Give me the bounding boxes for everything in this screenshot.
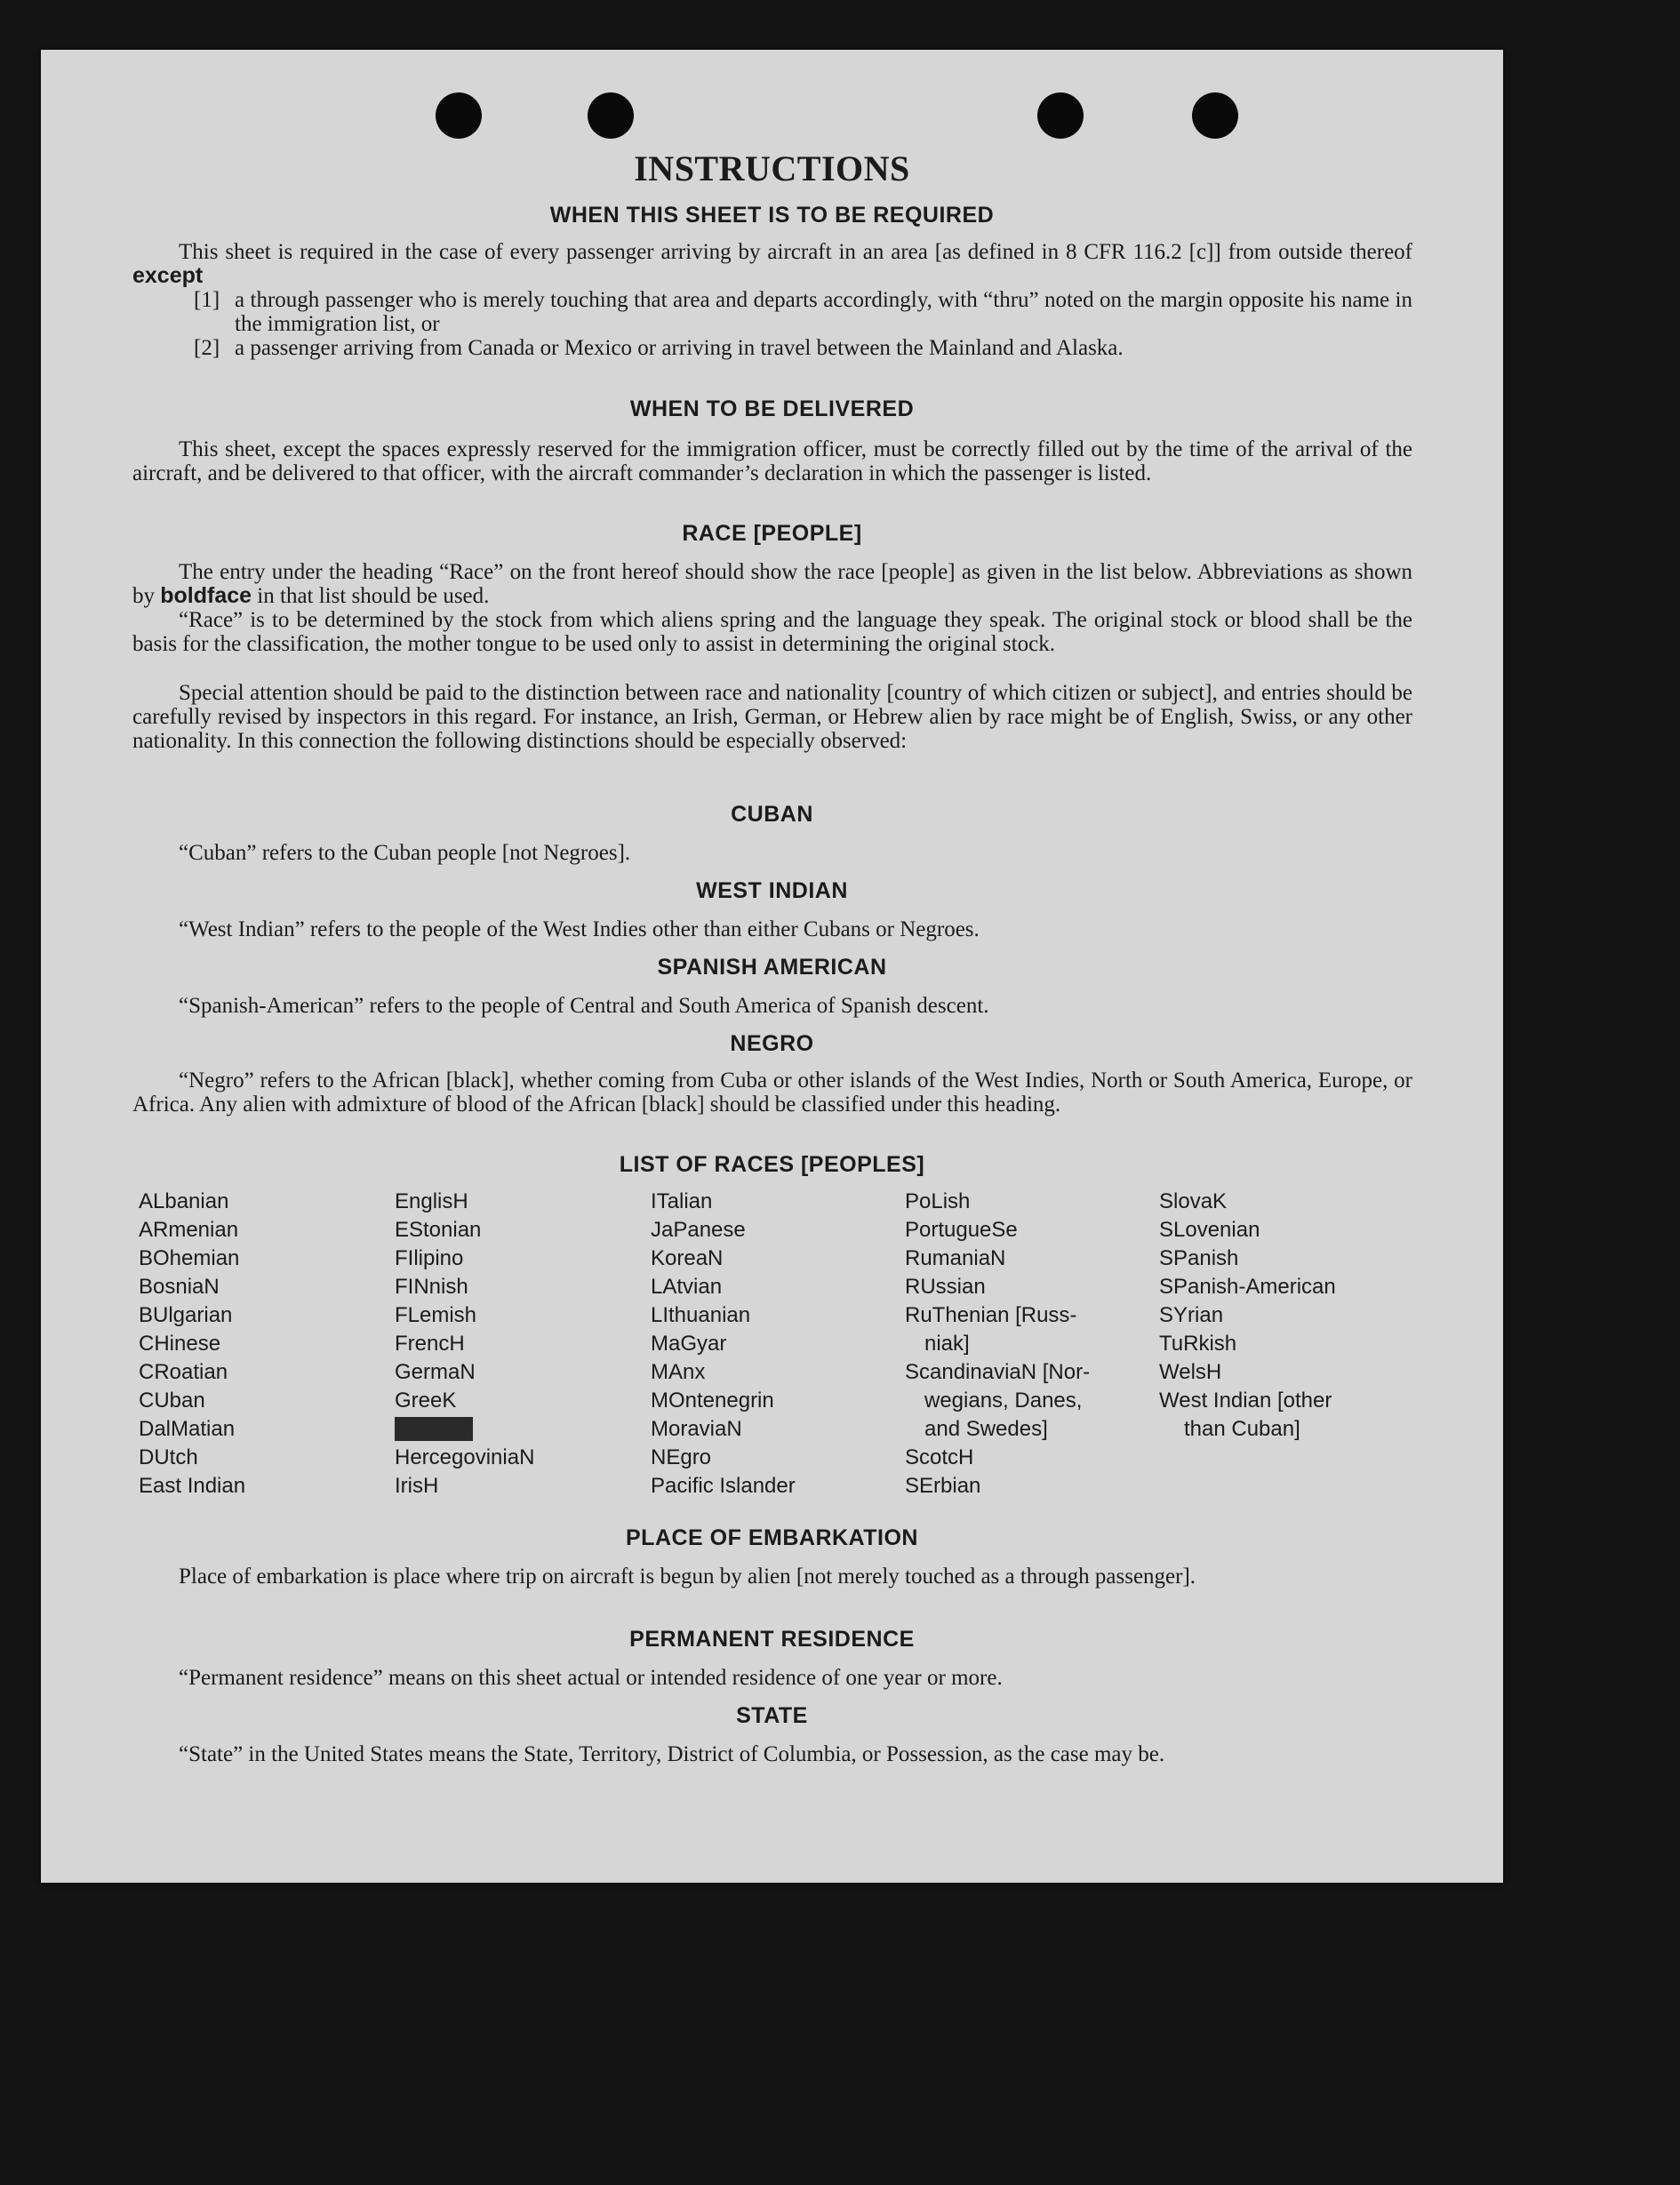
race-entry: MoraviaN <box>651 1417 742 1441</box>
heading-spanish-american: SPANISH AMERICAN <box>657 955 887 980</box>
heading-race: RACE [PEOPLE] <box>682 521 862 546</box>
race-entry: JaPanese <box>651 1218 746 1242</box>
race-entry: TuRkish <box>1159 1332 1237 1356</box>
race-paragraph-1: The entry under the heading “Race” on the front hereof should show the race [people] as given in the list below. Abbreviations as shown by boldface in that list should be used. <box>132 560 1412 608</box>
race-entry: NEgro <box>651 1445 712 1469</box>
race-entry: FIlipino <box>395 1246 464 1270</box>
race-entry: SYrian <box>1159 1303 1224 1327</box>
race-entry: RUssian <box>905 1275 986 1299</box>
punch-hole <box>436 92 482 139</box>
heading-negro: NEGRO <box>730 1031 814 1056</box>
race-entry-continued: wegians, Danes, <box>924 1389 1083 1413</box>
punch-hole <box>1037 92 1084 139</box>
race-column-5 <box>1159 1188 1417 1444</box>
race-entry: ALbanian <box>139 1189 229 1213</box>
race-paragraph-2: “Race” is to be determined by the stock from which aliens spring and the language they speak. The original stock or blood shall be the basis for the classification, the mother tongue to be used only to assist in determining the original stock. <box>132 608 1412 656</box>
race-column-3 <box>651 1188 908 1501</box>
race-entry: MaGyar <box>651 1332 727 1356</box>
race-entry: ScandinaviaN [Nor- <box>905 1360 1091 1384</box>
race-entry: PoLish <box>905 1189 971 1213</box>
race-entry: FINnish <box>395 1275 468 1299</box>
race-entry: ScotcH <box>905 1445 974 1469</box>
race-entry: East Indian <box>139 1474 246 1498</box>
race-entry: SErbian <box>905 1474 981 1498</box>
race-entry: Pacific Islander <box>651 1474 796 1498</box>
race-entry: PortugueSe <box>905 1218 1018 1242</box>
race-entry: CUban <box>139 1389 205 1413</box>
heading-cuban: CUBAN <box>731 802 813 827</box>
heading-when-required: WHEN THIS SHEET IS TO BE REQUIRED <box>549 203 995 228</box>
race-entry: FLemish <box>395 1303 477 1327</box>
race-column-2 <box>395 1188 652 1501</box>
heading-list-of-races: LIST OF RACES [PEOPLES] <box>619 1152 925 1177</box>
race-entry: WelsH <box>1159 1360 1222 1384</box>
race-entry: West Indian [other <box>1159 1389 1332 1413</box>
race-entry: RumaniaN <box>905 1246 1006 1270</box>
west-indian-text: “West Indian” refers to the people of the West Indies other than either Cubans or Negroes. <box>179 917 980 941</box>
race-entry-continued: and Swedes] <box>924 1417 1048 1441</box>
race-entry: DUtch <box>139 1445 198 1469</box>
race-entry: RuThenian [Russ- <box>905 1303 1077 1327</box>
embarkation-text: Place of embarkation is place where trip on aircraft is begun by alien [not merely touched as a through passenger]. <box>179 1565 1196 1589</box>
race-list <box>139 1188 1419 1508</box>
race-entry: CRoatian <box>139 1360 228 1384</box>
heading-state: STATE <box>736 1703 808 1728</box>
when-required-intro: This sheet is required in the case of every passenger arriving by aircraft in an area [as defined in 8 CFR 116.2 [c]] from outside thereof except <box>132 240 1412 288</box>
race-entry: GermaN <box>395 1360 476 1384</box>
race-entry: EStonian <box>395 1218 482 1242</box>
race-entry: SlovaK <box>1159 1189 1228 1213</box>
page-title: INSTRUCTIONS <box>634 148 910 188</box>
race-entry-redacted: HebreW <box>395 1417 474 1441</box>
race-entry: ITalian <box>651 1189 713 1213</box>
cuban-text: “Cuban” refers to the Cuban people [not Negroes]. <box>179 841 631 865</box>
exception-item-1: [1] a through passenger who is merely touching that area and departs accordingly, with “thru” noted on the margin opposite his name in the immigration list, or <box>194 288 1412 336</box>
race-entry: BOhemian <box>139 1246 240 1270</box>
race-entry: SPanish <box>1159 1246 1239 1270</box>
race-entry: LAtvian <box>651 1275 723 1299</box>
race-entry: MAnx <box>651 1360 706 1384</box>
punch-hole <box>1192 92 1238 139</box>
heading-west-indian: WEST INDIAN <box>696 878 848 903</box>
race-paragraph-3: Special attention should be paid to the distinction between race and nationality [country of which citizen or subject], and entries should be carefully revised by inspectors in this regard. For instance, an Irish, German, or Hebrew alien by race might be of English, Swiss, or any other nationality. In this connection the following distinctions should be especially observed: <box>132 681 1412 753</box>
race-entry: GreeK <box>395 1389 457 1413</box>
residence-text: “Permanent residence” means on this sheet actual or intended residence of one year or more. <box>179 1666 1003 1690</box>
spanish-american-text: “Spanish-American” refers to the people of Central and South America of Spanish descent. <box>179 994 989 1018</box>
race-entry: DalMatian <box>139 1417 236 1441</box>
heading-when-delivered: WHEN TO BE DELIVERED <box>629 396 915 421</box>
race-column-1 <box>139 1188 396 1501</box>
race-entry: IrisH <box>395 1474 439 1498</box>
race-entry: FrencH <box>395 1332 465 1356</box>
race-entry: SLovenian <box>1159 1218 1260 1242</box>
document-sheet <box>41 50 1503 1883</box>
negro-text: “Negro” refers to the African [black], whether coming from Cuba or other islands of the West Indies, North or South America, Europe, or Africa. Any alien with admixture of blood of the African [black] should be classified under this heading. <box>132 1068 1412 1117</box>
state-text: “State” in the United States means the State, Territory, District of Columbia, or Possession, as the case may be. <box>179 1742 1165 1766</box>
race-entry: BUlgarian <box>139 1303 233 1327</box>
race-entry: ARmenian <box>139 1218 239 1242</box>
race-entry: HercegoviniaN <box>395 1445 535 1469</box>
race-entry: LIthuanian <box>651 1303 751 1327</box>
race-entry: BosniaN <box>139 1275 220 1299</box>
race-column-4 <box>905 1188 1163 1501</box>
race-entry: SPanish-American <box>1159 1275 1336 1299</box>
race-entry: EnglisH <box>395 1189 468 1213</box>
race-entry-continued: niak] <box>924 1332 970 1356</box>
race-entry-continued: than Cuban] <box>1184 1417 1300 1441</box>
race-entry: CHinese <box>139 1332 221 1356</box>
when-delivered-text: This sheet, except the spaces expressly reserved for the immigration officer, must be correctly filled out by the time of the arrival of the aircraft, and be delivered to that officer, with the aircraft commander’s declaration in which the passenger is listed. <box>132 437 1412 485</box>
heading-embarkation: PLACE OF EMBARKATION <box>626 1525 918 1550</box>
race-entry: KoreaN <box>651 1246 724 1270</box>
race-entry: MOntenegrin <box>651 1389 774 1413</box>
exception-item-2: [2] a passenger arriving from Canada or Mexico or arriving in travel between the Mainland and Alaska. <box>194 336 1124 360</box>
heading-residence: PERMANENT RESIDENCE <box>629 1627 915 1652</box>
punch-hole <box>588 92 634 139</box>
